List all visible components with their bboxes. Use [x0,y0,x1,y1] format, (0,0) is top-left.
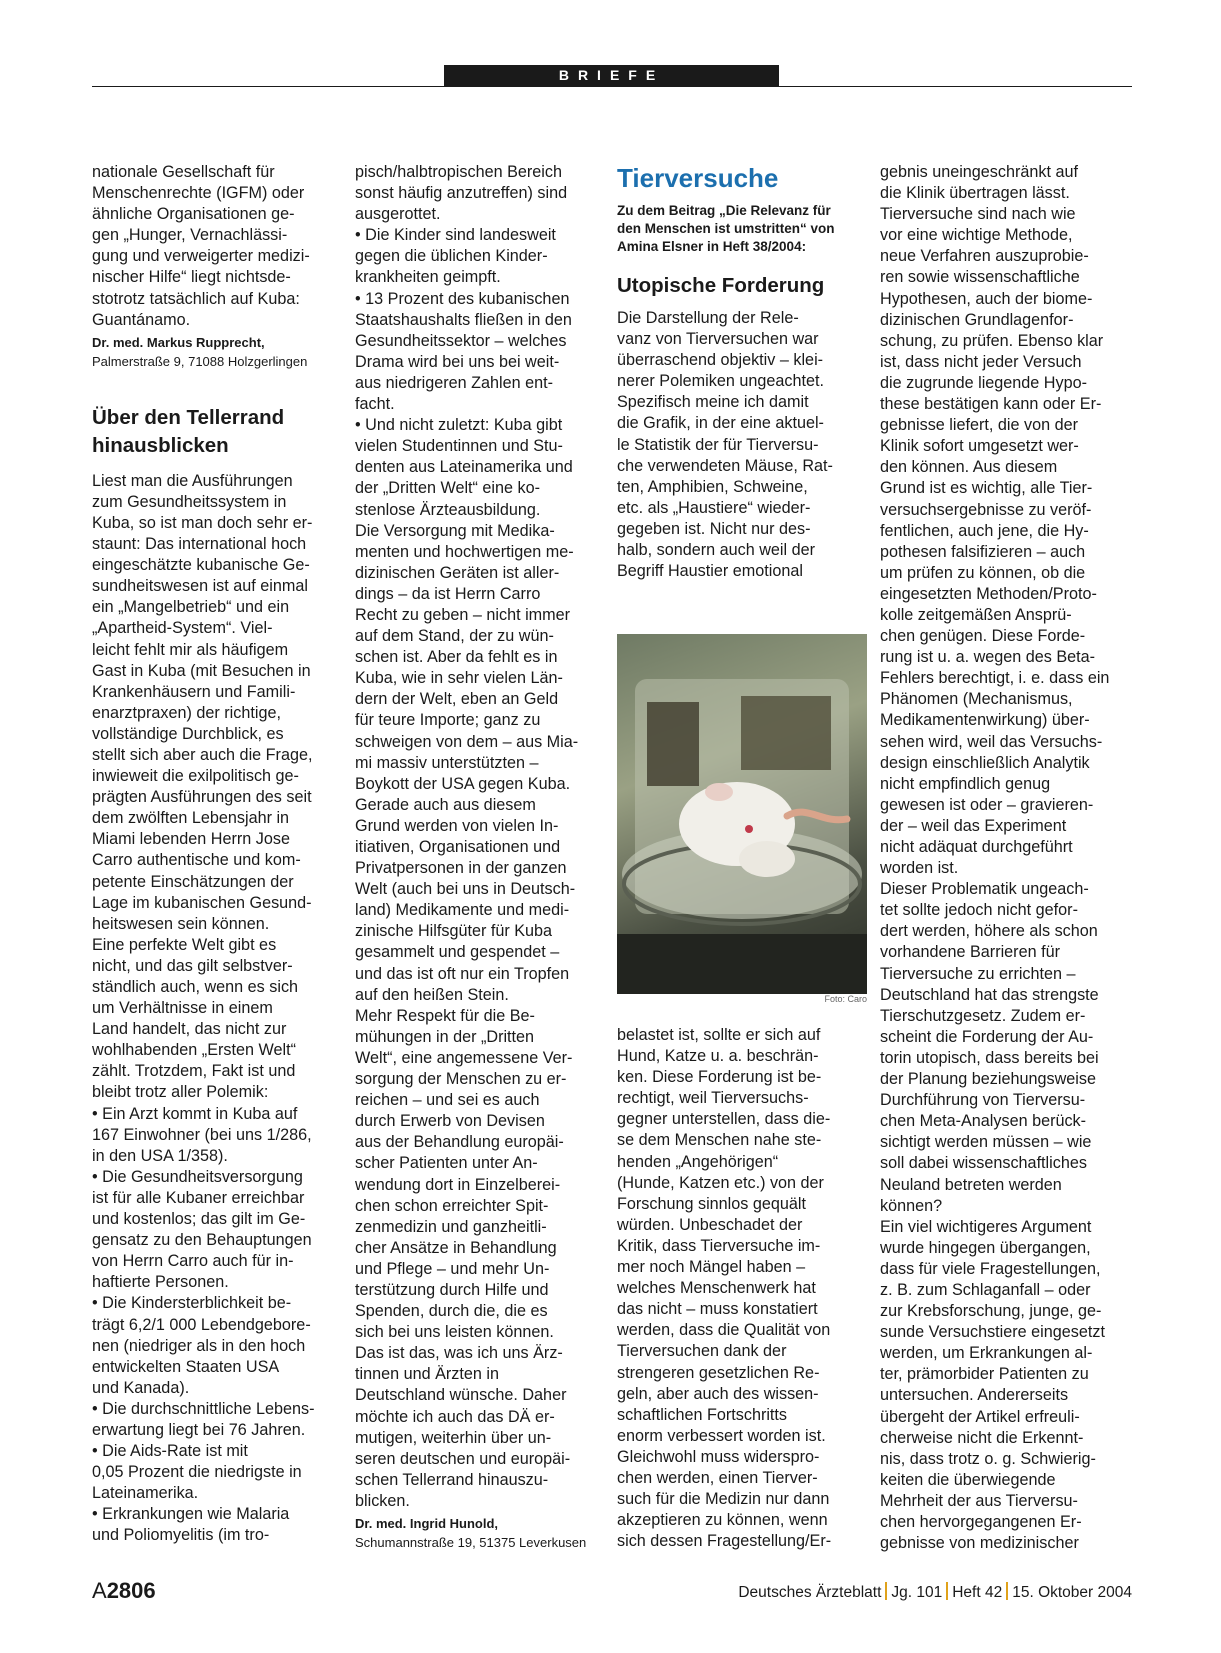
footer-citation [738,1582,1132,1602]
letter-heading-utopische: Utopische Forderung [617,274,825,297]
letter-2-body-start: Liest man die Ausführungen zum Gesundheitssystem in Kuba, so ist man doch sehr er- staunt: Das international hoch eingeschätzte kubanische Ge- sundheitswesen ist auf einmal ein „Mangelbetrieb“ und ein „Apartheid-System“. Viel- leicht fehlt mir als häufigem Gast in Kuba (mit Besuchen in Krankenhäusern und Famili- enarztpraxen) der richtige, vollständige Durchblick, es stellt sich aber auch die Frage, inwieweit die exilpolitisch ge- prägten Ausführungen des seit dem zwölften Lebensjahr in Miami lebenden Herrn Jose Carro authentische und kom- petente Einschätzungen der Lage im kubanischen Gesund- heitswesen sein können. Eine perfekte Welt gibt es nicht, und das gilt selbstver- ständlich auch, wenn es sich um Verhältnisse in einem Land handelt, das nicht zur wohlhabenden „Ersten Welt“ zählt. Trotzdem, Fakt ist und bleibt trotz aller Polemik: • Ein Arzt kommt in Kuba auf 167 Einwohner (bei uns 1/286, in den USA 1/358). • Die Gesundheitsversorgung ist für alle Kubaner erreichbar und kostenlos; das gilt im Ge- gensatz zu den Behauptungen von Herrn Carro auch für in- haftierte Personen. • Die Kindersterblichkeit be- trägt 6,2/1 000 Lebendgebore- nen (niedriger als in den hoch entwickelten Staaten USA und Kanada). • Die durchschnittliche Lebens- erwartung liegt bei 76 Jahren. • Die Aids-Rate ist mit 0,05 Prozent die niedrigste in Lateinamerika. • Erkrankungen wie Malaria und Poliomyelitis (im tro- [92,471,315,1545]
section-title: Tierversuche [617,163,779,193]
footer-separator [946,1582,948,1600]
letter-3-body-start: Die Darstellung der Rele- vanz von Tierversuchen war überraschend objektiv – klei- nerer Polemiken ungeachtet. Spezifisch meine ich damit die Grafik, in der eine aktuel- le Statistik der für Tierversu- che verwendeten Mäuse, Rat- ten, Amphibien, Schweine, etc. als „Haustiere“ wieder- gegeben ist. Nicht nur des- halb, sondern auch weil der Begriff Haustier emotional [617,309,833,581]
column-2 [355,162,607,1552]
section-intro: Zu dem Beitrag „Die Relevanz für den Menschen ist umstritten“ von Amina Elsner in Heft 38/2004: [617,203,835,254]
letter-heading-tellerrand: Über den Tellerrand hinausblicken [92,405,285,457]
page-number-value: 2806 [106,1578,156,1603]
photo-credit: Foto: Caro [824,994,867,1004]
signature-name-2: Dr. med. Ingrid Hunold, [355,1516,498,1531]
journal-volume: Jg. 101 [891,1584,943,1601]
journal-name: Deutsches Ärzteblatt [738,1584,882,1601]
signature-address-2: Schumannstraße 19, 51375 Leverkusen [355,1535,587,1550]
footer-separator [885,1582,887,1600]
footer-separator [1006,1582,1008,1600]
signature-address-1: Palmerstraße 9, 71088 Holzgerlingen [92,353,308,369]
header-rule [92,86,1132,87]
journal-date: 15. Oktober 2004 [1012,1584,1132,1601]
column-3 [617,162,867,582]
section-label: BRIEFE [558,67,665,83]
column-3-lower [617,1025,867,1552]
letter-3-body-continued: belastet ist, sollte er sich auf Hund, Katze u. a. beschrän- ken. Diese Forderung ist be- rechtigt, weil Tierversuchs- gegner unterstellen, dass die- se dem Menschen nahe ste- henden „Angehörigen“ (Hunde, Katzen etc.) von der Forschung sinnlos gequält würden. Unbeschadet der Kritik, dass Tierversuche im- mer noch Mängel haben – welches Menschenwerk hat das nicht – muss konstatiert werden, dass die Qualität von Tierversuchen dank der strengeren gesetzlichen Re- geln, aber auch des wissen- schaftlichen Fortschritts enorm verbessert worden ist. Gleichwohl muss widerspro- chen werden, einen Tierver- such für die Medizin nur dann akzeptieren zu können, wenn sich dessen Fragestellung/Er- [617,1026,832,1551]
letter-3-body-end: gebnis uneingeschränkt auf die Klinik übertragen lässt. Tierversuche sind nach wie vor eine wichtige Methode, neue Verfahren auszuprobie- ren sowie wissenschaftliche Hypothesen, auch der biome- dizinischen Grundlagenfor- schung, zu prüfen. Ebenso klar ist, dass nicht jeder Versuch die zugrunde liegende Hypo- these bestätigen kann oder Er- gebnisse liefert, die von der Klinik sofort umgesetzt wer- den können. Aus diesem Grund ist es wichtig, alle Tier- versuchsergebnisse zu veröf- fentlichen, auch jene, die Hy- pothesen falsifizieren – auch um prüfen zu können, ob die eingesetzten Methoden/Proto- kolle zeitgemäßen Ansprü- chen genügen. Diese Forde- rung ist u. a. wegen des Beta- Fehlers berechtigt, i. e. dass ein Phänomen (Mechanismus, Medikamentenwirkung) über- sehen wird, weil das Versuchs- design einschließlich Analytik nicht empfindlich genug gewesen ist oder – gravieren- der – weil das Experiment nicht adäquat durchgeführt worden ist. Dieser Problematik ungeach- tet sollte jedoch nicht gefor- dert werden, höhere als schon vorhandene Barrieren für Tierversuche zu errichten – Deutschland hat das strengste Tierschutzgesetz. Zudem er- scheint die Forderung der Au- torin utopisch, dass bereits bei der Planung beziehungsweise Durchführung von Tierversu- chen Meta-Analysen berück- sichtigt werden müssen – wie soll dabei wissenschaftliches Neuland betreten werden können? Ein viel wichtigeres Argument wurde hingegen übergangen, dass für viele Fragestellungen, z. B. zum Schlaganfall – oder zur Krebsforschung, junge, ge- sunde Versuchstiere eingesetzt werden, um Erkrankungen al- ter, prämorbider Patienten zu untersuchen. Andererseits übergeht der Artikel erfreuli- cherweise nicht die Erkennt- nis, dass trotz o. g. Schwierig- keiten die überwiegende Mehrheit der aus Tierversu- chen hervorgegangenen Er- gebnisse von medizinischer [880,163,1110,1553]
journal-issue: Heft 42 [952,1584,1003,1601]
photo-rat-in-cage [617,634,867,994]
letter-2-body-continued: pisch/halbtropischen Bereich sonst häufig anzutreffen) sind ausgerottet. • Die Kinder sind landesweit gegen die üblichen Kinder- krankheiten geimpft. • 13 Prozent des kubanischen Staatshaushalts fließen in den Gesundheitssektor – welches Drama wird bei uns bei weit- aus niedrigeren Zahlen ent- facht. • Und nicht zuletzt: Kuba gibt vielen Studentinnen und Stu- denten aus Lateinamerika und der „Dritten Welt“ eine ko- stenlose Ärzteausbildung. Die Versorgung mit Medika- menten und hochwertigen me- dizinischen Geräten ist aller- dings – da ist Herrn Carro Recht zu geben – nicht immer auf dem Stand, der zu wün- schen ist. Aber da fehlt es in Kuba, wie in sehr vielen Län- dern der Welt, eben an Geld für teure Importe; ganz zu schweigen von dem – aus Mia- mi massiv unterstützten – Boykott der USA gegen Kuba. Gerade auch aus diesem Grund werden von vielen In- itiativen, Organisationen und Privatpersonen in der ganzen Welt (auch bei uns in Deutsch- land) Medikamente und medi- zinische Hilfsgüter für Kuba gesammelt und gespendet – und das ist oft nur ein Tropfen auf den heißen Stein. Mehr Respekt für die Be- mühungen in der „Dritten Welt“, eine angemessene Ver- sorgung der Menschen zu er- reichen – und sei es auch durch Erwerb von Devisen aus der Behandlung europäi- scher Patienten unter An- wendung dort in Einzelberei- chen schon erreichter Spit- zenmedizin und ganzheitli- cher Ansätze in Behandlung und Pflege – und mehr Un- terstützung durch Hilfe und Spenden, durch die, die es sich bei uns leisten können. Das ist das, was ich uns Ärz- tinnen und Ärzten in Deutschland wünsche. Daher möchte ich auch das DÄ er- mutigen, weiterhin über un- seren deutschen und europäi- schen Tellerrand hinauszu- blicken. [355,163,579,1510]
column-4 [880,162,1132,1554]
page-prefix: A [92,1578,107,1603]
section-header-bar [444,65,779,87]
letter-1-ending: nationale Gesellschaft für Menschenrechte (IGFM) oder ähnliche Organisationen ge- gen „Hunger, Vernachlässi- gung und verweigerter medizi- nischer Hilfe“ liegt nichtsde- stotrotz tatsächlich auf Kuba: Guantánamo. [92,163,310,329]
signature-name-1: Dr. med. Markus Rupprecht, [92,334,265,350]
page-number [92,1578,156,1604]
column-1 [92,162,344,1547]
